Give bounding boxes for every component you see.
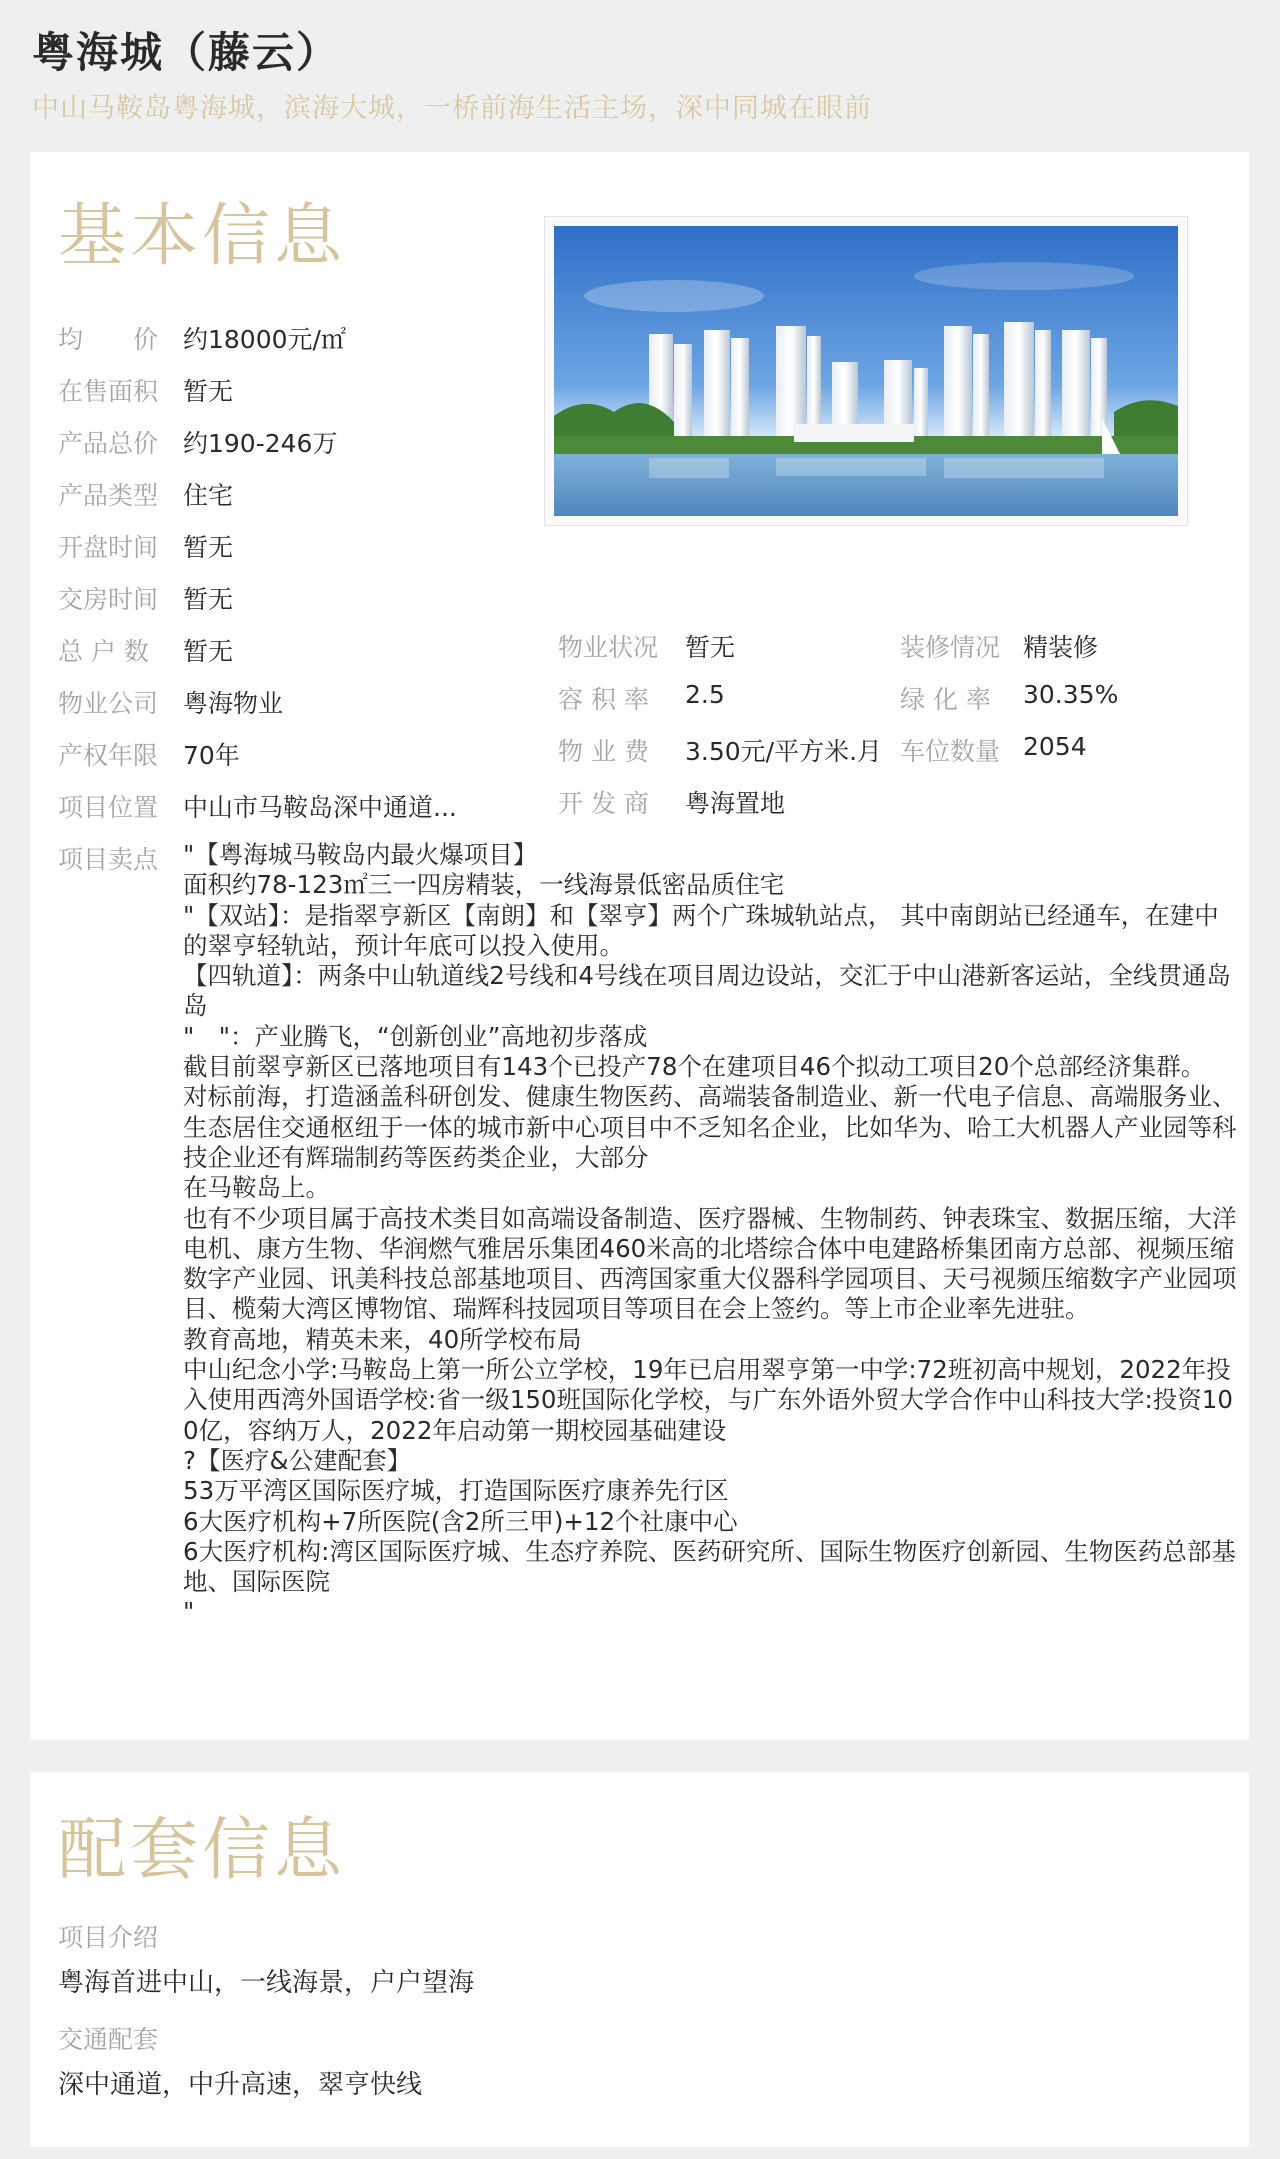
selling-point-paragraph: 对标前海，打造涵盖科研创发、健康生物医药、高端装备制造业、新一代电子信息、高端服务业、生态居住交通枢纽于一体的城市新中心项目中不乏知名企业，比如华为、哈工大机器人产业园等科技企业还有辉瑞制药等医药类企业，大部分 <box>183 1082 1237 1172</box>
selling-point-paragraph: "【粤海城马鞍岛内最火爆项目】 <box>183 840 538 869</box>
selling-point-paragraph: 6大医疗机构+7所医院(含2所三甲)+12个社康中心 <box>183 1506 738 1536</box>
selling-point-paragraph: 在马鞍岛上。 <box>183 1173 330 1203</box>
transport-label: 交通配套 <box>58 2025 159 2054</box>
basic-field-value: 暂无 <box>183 377 234 406</box>
basic-field-value: 2.5 <box>685 680 725 709</box>
basic-field-label: 在售面积 <box>58 377 159 406</box>
selling-point-paragraph: 53万平湾区国际医疗城，打造国际医疗康养先行区 <box>183 1476 729 1506</box>
selling-points-text <box>183 840 1241 1628</box>
selling-point-paragraph: 中山纪念小学:马鞍岛上第一所公立学校，19年已启用翠亨第一中学:72班初高中规划，2022年投入使用西湾外国语学校:省一级150班国际化学校，与广东外语外贸大学合作中山科技大学:投资100亿，容纳万人，2022年启动第一期校园基础建设 <box>183 1355 1233 1445</box>
selling-point-paragraph: " <box>183 1597 195 1627</box>
transport-value: 深中通道，中升高速，翠亨快线 <box>58 2070 423 2100</box>
selling-points-label: 项目卖点 <box>58 845 159 874</box>
basic-info-card <box>30 152 1249 1740</box>
selling-point-paragraph: 截目前翠亨新区已落地项目有143个已投产78个在建项目46个拟动工项目20个总部经济集群。 <box>183 1052 1206 1082</box>
selling-point-paragraph: "【双站】：是指翠亨新区【南朗】和【翠亨】两个广珠城轨站点， 其中南朗站已经通车，在建中的翠亨轻轨站，预计年底可以投入使用。 <box>183 900 1219 960</box>
basic-field-label: 总 户 数 <box>58 637 149 666</box>
basic-field-label: 车位数量 <box>900 737 1001 766</box>
project-rendering-illustration <box>554 226 1178 516</box>
basic-field-value: 70年 <box>183 741 240 770</box>
basic-info-heading: 基本信息 <box>58 197 347 276</box>
project-image[interactable] <box>544 216 1188 526</box>
basic-field-value: 约190-246万 <box>183 429 338 458</box>
basic-field-value: 粤海物业 <box>183 689 284 718</box>
basic-field-label: 产品类型 <box>58 481 159 510</box>
basic-field-label: 绿 化 率 <box>900 685 991 714</box>
basic-field-value: 暂无 <box>183 533 234 562</box>
selling-point-paragraph: 【四轨道】：两条中山轨道线2号线和4号线在项目周边设站，交汇于中山港新客运站，全线贯通岛岛 <box>183 961 1231 1021</box>
basic-field-label: 物业状况 <box>558 633 659 662</box>
basic-field-label: 开盘时间 <box>58 533 159 562</box>
basic-field-label: 装修情况 <box>900 633 1001 662</box>
basic-field-value: 粤海置地 <box>685 789 786 818</box>
basic-field-value: 30.35% <box>1023 680 1119 709</box>
selling-point-paragraph: ?【医疗&公建配套】 <box>183 1445 412 1475</box>
basic-field-label: 项目位置 <box>58 793 159 822</box>
basic-field-label: 开 发 商 <box>558 789 649 818</box>
basic-field-value: 精装修 <box>1023 633 1099 662</box>
basic-field-label: 交房时间 <box>58 585 159 614</box>
selling-point-paragraph: 教育高地，精英未来，40所学校布局 <box>183 1324 582 1354</box>
basic-field-label: 物业公司 <box>58 689 159 718</box>
project-intro-value: 粤海首进中山，一线海景，户户望海 <box>58 1968 475 1998</box>
basic-field-value: 2054 <box>1023 732 1087 761</box>
selling-point-paragraph: 6大医疗机构:湾区国际医疗城、生态疗养院、医药研究所、国际生物医疗创新园、生物医药总部基地、国际医院 <box>183 1536 1236 1597</box>
selling-point-paragraph: " "：产业腾飞，“创新创业”高地初步落成 <box>183 1021 648 1051</box>
support-info-heading: 配套信息 <box>58 1811 347 1890</box>
basic-field-label: 产品总价 <box>58 429 159 458</box>
page-title: 粤海城（藤云） <box>32 28 341 77</box>
basic-field-value: 暂无 <box>183 637 234 666</box>
basic-field-value: 暂无 <box>685 633 736 662</box>
basic-field-value: 约18000元/㎡ <box>183 325 346 354</box>
support-info-card <box>30 1772 1249 2147</box>
basic-field-value: 中山市马鞍岛深中通道... <box>183 793 457 822</box>
basic-field-value: 住宅 <box>183 481 234 510</box>
project-intro-label: 项目介绍 <box>58 1923 159 1952</box>
basic-field-label: 产权年限 <box>58 741 159 770</box>
selling-point-paragraph: 面积约78-123㎡三一四房精装，一线海景低密品质住宅 <box>183 870 785 900</box>
basic-field-value: 3.50元/平方米.月 <box>685 737 883 766</box>
basic-field-label: 容 积 率 <box>558 685 649 714</box>
selling-point-paragraph: 也有不少项目属于高技术类目如高端设备制造、医疗器械、生物制药、钟表珠宝、数据压缩，大洋电机、康方生物、华润燃气雅居乐集团460米高的北塔综合体中电建路桥集团南方总部、视频压缩数字产业园、讯美科技总部基地项目、西湾国家重大仪器科学园项目、天弓视频压缩数字产业园项目、榄菊大湾区博物馆、瑞辉科技园项目等项目在会上签约。等上市企业率先进驻。 <box>183 1203 1237 1324</box>
basic-field-label: 物 业 费 <box>558 737 649 766</box>
basic-field-value: 暂无 <box>183 585 234 614</box>
basic-field-label: 均 价 <box>58 325 159 354</box>
page-subtitle: 中山马鞍岛粤海城，滨海大城，一桥前海生活主场，深中同城在眼前 <box>32 93 872 124</box>
